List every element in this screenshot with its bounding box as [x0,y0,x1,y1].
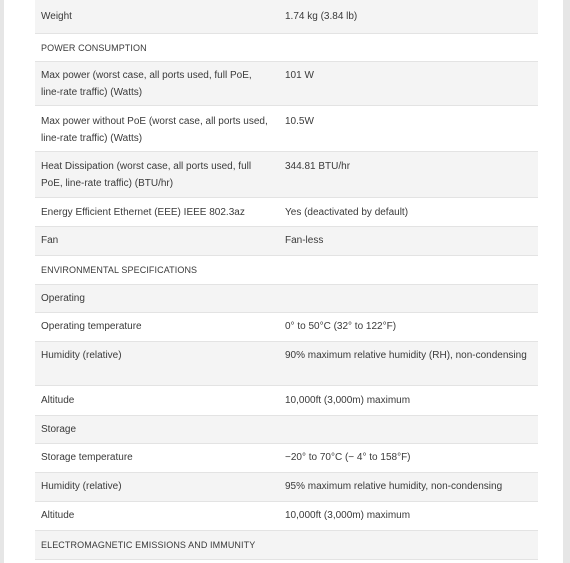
section-value [279,255,538,284]
spec-value: −20° to 70°C (− 4° to 158°F) [279,443,538,472]
section-title: POWER CONSUMPTION [35,33,279,61]
specifications-table [35,0,538,560]
spec-label: Operating [35,284,279,312]
spec-value [279,284,538,312]
spec-value: 101 W [279,61,538,105]
spec-row-weight [35,0,538,33]
spec-row-operating-altitude [35,385,538,415]
section-title: ELECTROMAGNETIC EMISSIONS AND IMMUNITY [35,530,279,559]
spec-value: 95% maximum relative humidity, non-condensing [279,472,538,501]
spec-label: Altitude [35,501,279,530]
spec-value: Fan-less [279,226,538,255]
spec-label: Max power without PoE (worst case, all ports used, line-rate traffic) (Watts) [35,105,279,151]
spec-row-storage [35,415,538,443]
spec-label: Altitude [35,385,279,415]
section-value [279,33,538,61]
section-header-environmental-specifications [35,255,538,284]
spec-label: Humidity (relative) [35,472,279,501]
spec-value: 10,000ft (3,000m) maximum [279,385,538,415]
spec-label: Operating temperature [35,312,279,341]
section-header-electromagnetic-emissions [35,530,538,559]
spec-row-operating-temperature [35,312,538,341]
spec-label: Fan [35,226,279,255]
spec-label: Energy Efficient Ethernet (EEE) IEEE 802.3az [35,197,279,226]
spec-row-storage-humidity [35,472,538,501]
spec-row-max-power-without-poe [35,105,538,151]
spec-label: Humidity (relative) [35,341,279,385]
spec-row-fan [35,226,538,255]
spec-value: 90% maximum relative humidity (RH), non-condensing [279,341,538,385]
spec-label: Storage [35,415,279,443]
spec-row-heat-dissipation [35,151,538,197]
spec-value: 1.74 kg (3.84 lb) [279,0,538,33]
spec-value: 344.81 BTU/hr [279,151,538,197]
spec-label: Heat Dissipation (worst case, all ports used, full PoE, line-rate traffic) (BTU/hr) [35,151,279,197]
spec-row-max-power [35,61,538,105]
spec-value: 10,000ft (3,000m) maximum [279,501,538,530]
spec-value: 0° to 50°C (32° to 122°F) [279,312,538,341]
spec-value [279,415,538,443]
spec-row-eee [35,197,538,226]
spec-row-operating [35,284,538,312]
spec-panel [4,0,563,563]
spec-row-operating-humidity [35,341,538,385]
section-title: ENVIRONMENTAL SPECIFICATIONS [35,255,279,284]
spec-label: Max power (worst case, all ports used, full PoE, line-rate traffic) (Watts) [35,61,279,105]
spec-value: 10.5W [279,105,538,151]
spec-label: Weight [35,0,279,33]
spec-label: Storage temperature [35,443,279,472]
spec-row-storage-temperature [35,443,538,472]
specifications-table-body [35,0,538,559]
section-value [279,530,538,559]
spec-value: Yes (deactivated by default) [279,197,538,226]
spec-row-storage-altitude [35,501,538,530]
page-gutter-right [563,0,570,563]
section-header-power-consumption [35,33,538,61]
